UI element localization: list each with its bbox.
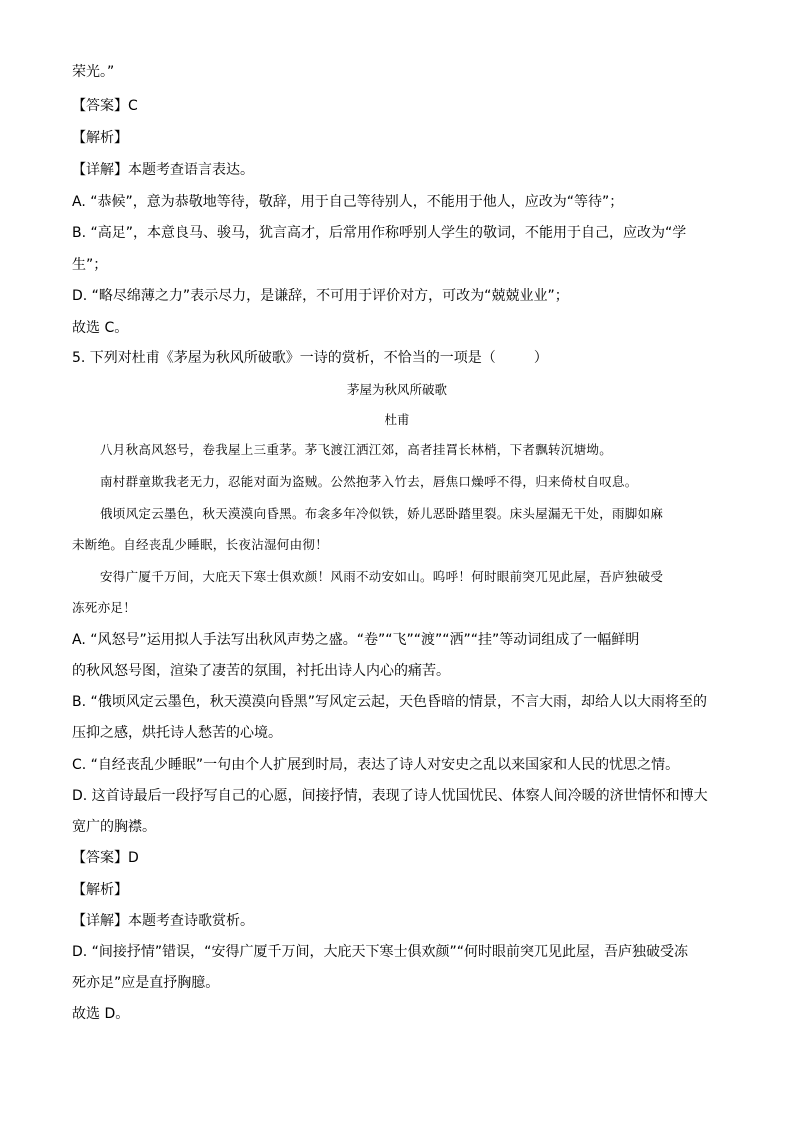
q5-option-c: C. “自经丧乱少睡眠”一句由个人扩展到时局，表达了诗人对安史之乱以来国家和人民的忧思之情。 xyxy=(72,757,680,773)
detail-line: 【详解】本题考查语言表达。 xyxy=(72,162,254,178)
poem-title: 茅屋为秋风所破歌 xyxy=(346,382,447,397)
option-b-line1: B. “高足”，本意良马、骏马，犹言高才，后常用作称呼别人学生的敬词，不能用于自己，应改为“学 xyxy=(72,225,687,241)
q5-option-a-line1: A. “风怒号”运用拟人手法写出秋风声势之盛。“卷”“飞”“渡”“洒”“挂”等动词组成了一幅鲜明 xyxy=(72,632,640,648)
question-stem-text: 5. 下列对杜甫《茅屋为秋风所破歌》一诗的赏析，不恰当的一项是（ xyxy=(72,350,496,366)
option-a: A. “恭候”，意为恭敬地等待，敬辞，用于自己等待别人，不能用于他人，应改为“等待”； xyxy=(72,194,624,210)
q5-explanation-line1: D. “间接抒情”错误，“安得广厦千万间，大庇天下寒士俱欢颜”“何时眼前突兀见此屋，吾庐独破受冻 xyxy=(72,944,688,960)
q5-explanation-line2: 死亦足”应是直抒胸臆。 xyxy=(72,975,220,991)
option-d: D. “略尽绵薄之力”表示尽力，是谦辞，不可用于评价对方，可改为“兢兢业业”； xyxy=(72,288,569,304)
text-line: 荣光。” xyxy=(72,64,115,80)
option-b-line2: 生”； xyxy=(72,257,108,273)
q5-answer-line xyxy=(72,848,139,868)
poem-line: 俄顷风定云墨色，秋天漠漠向昏黑。布衾多年冷似铁，娇儿恶卧踏里裂。床头屋漏无干处，雨脚如麻 xyxy=(100,506,664,521)
answer-line xyxy=(72,96,138,116)
q5-option-d-line1: D. 这首诗最后一段抒写自己的心愿，间接抒情，表现了诗人忧国忧民、体察人间冷暖的济世情怀和博大 xyxy=(72,788,708,804)
conclusion: 故选 C。 xyxy=(72,320,129,336)
poem-author: 杜甫 xyxy=(384,412,410,427)
q5-option-b-line1: B. “俄顷风定云墨色，秋天漠漠向昏黑”写风定云起，天色昏暗的情景，不言大雨，却给人以大雨将至的 xyxy=(72,694,708,710)
poem-line: 冻死亦足！ xyxy=(72,600,137,615)
analysis-tag: 【解析】 xyxy=(72,130,128,146)
poem-line: 南村群童欺我老无力，忍能对面为盗贼。公然抱茅入竹去，唇焦口燥呼不得，归来倚杖自叹息。 xyxy=(100,474,638,489)
q5-option-d-line2: 宽广的胸襟。 xyxy=(72,819,156,835)
poem-line: 安得广厦千万间，大庇天下寒士俱欢颜！风雨不动安如山。呜呼！何时眼前突兀见此屋，吾庐独破受 xyxy=(100,569,664,584)
question-stem xyxy=(72,348,548,368)
q5-analysis-tag: 【解析】 xyxy=(72,882,128,898)
question-stem-close: ） xyxy=(533,350,548,366)
poem-line: 八月秋高风怒号，卷我屋上三重茅。茅飞渡江洒江郊，高者挂罥长林梢，下者飘转沉塘坳。 xyxy=(100,442,613,457)
q5-option-b-line2: 压抑之感，烘托诗人愁苦的心境。 xyxy=(72,725,282,741)
q5-answer-value: D xyxy=(128,850,139,866)
q5-detail: 【详解】本题考查诗歌赏析。 xyxy=(72,913,254,929)
poem-line: 未断绝。自经丧乱少睡眠，长夜沾湿何由彻！ xyxy=(72,537,329,552)
answer-value: C xyxy=(128,98,138,114)
q5-option-a-line2: 的秋风怒号图，渲染了凄苦的氛围，衬托出诗人内心的痛苦。 xyxy=(72,663,450,679)
q5-conclusion: 故选 D。 xyxy=(72,1006,130,1022)
answer-tag: 【答案】 xyxy=(72,98,128,114)
q5-answer-tag: 【答案】 xyxy=(72,850,128,866)
